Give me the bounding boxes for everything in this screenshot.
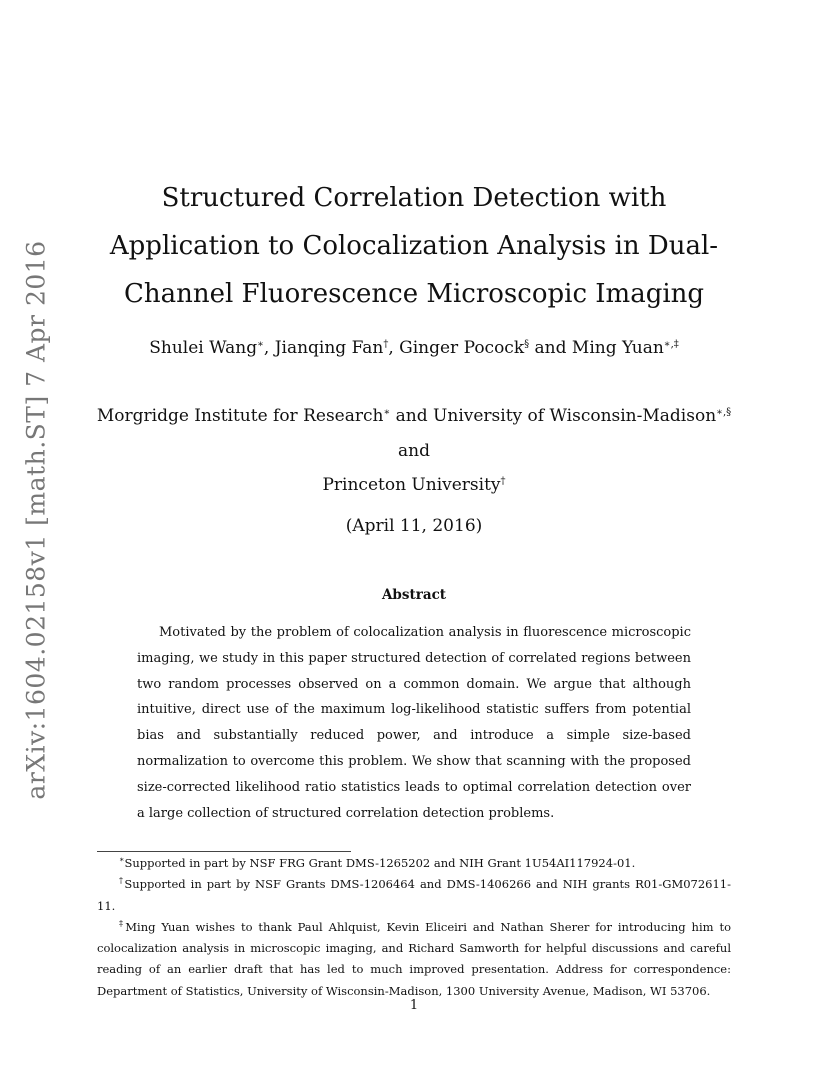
footnote-text: Supported in part by NSF FRG Grant DMS-1265202 and NIH Grant 1U54AI117924-01.: [124, 856, 636, 870]
affiliation-mark: ∗: [383, 407, 391, 418]
affiliation-mark: ∗,§: [716, 407, 732, 418]
author-separator: ,: [263, 338, 275, 358]
footnote-mark: †: [119, 876, 125, 886]
affiliation-and: and: [398, 441, 430, 461]
abstract-text: Motivated by the problem of colocalization analysis in fluorescence microscopic imaging, we study in this paper structured detection of correlated regions between two random processes observed on a common domain. We argue that although intuitive, direct use of the maximum log-likelihood statistic suffers from potential bias and substantially reduced power, and introduce a simple size-based normalization to overcome this problem. We show that scanning with the proposed size-corrected likelihood ratio statistics leads to optimal correlation detection over a large collection of structured correlation detection problems.: [137, 625, 691, 821]
footnotes: [97, 853, 731, 1002]
page-number: 1: [409, 998, 419, 1013]
footnote-text: Ming Yuan wishes to thank Paul Ahlquist, Kevin Eliceiri and Nathan Sherer for introducing him to colocalization analysis in microscopic imaging, and Richard Samworth for helpful discussions and careful reading of an earlier draft that has led to much improved presentation. Address for correspondence: Department of Statistics, University of Wisconsin-Madison, 1300 University Avenue, Madison, WI 53706.: [97, 919, 731, 998]
paper-date: (April 11, 2016): [345, 516, 483, 536]
author-name: Jianqing Fan: [274, 338, 384, 358]
author-name: Ginger Pocock: [399, 338, 525, 358]
affiliation-line: [0, 475, 828, 495]
affiliation-line: [0, 406, 828, 426]
author-separator: and: [529, 338, 572, 358]
author-separator: ,: [388, 338, 400, 358]
affiliation-name: Morgridge Institute for Research: [96, 406, 384, 426]
affiliation-name: University of Wisconsin-Madison: [433, 406, 717, 426]
footnote-mark: ‡: [119, 918, 126, 928]
author-mark: ∗,‡: [663, 339, 679, 350]
author-name: Shulei Wang: [149, 338, 258, 358]
arxiv-identifier-text: arXiv:1604.02158v1 [math.ST] 7 Apr 2016: [21, 240, 51, 800]
footnote: [97, 874, 731, 917]
author-mark: ∗: [257, 339, 264, 350]
footnote: [97, 917, 731, 1002]
footnote-text: Supported in part by NSF Grants DMS-1206464 and DMS-1406266 and NIH grants R01-GM072611-11.: [97, 877, 732, 913]
affiliation-mark: †: [500, 476, 506, 487]
affiliation-name: Princeton University: [322, 475, 501, 495]
author-mark: §: [524, 339, 530, 350]
paper-title: Structured Correlation Detection with Application to Colocalization Analysis in Dual-Channel Fluorescence Microscopic Imaging: [109, 183, 719, 309]
author-mark: †: [383, 339, 389, 350]
affiliation-join: and: [390, 406, 434, 426]
footnote-mark: ∗: [119, 855, 125, 864]
footnote-rule: [97, 851, 351, 852]
author-list: [0, 338, 828, 358]
abstract-heading: Abstract: [381, 587, 447, 603]
footnote: [97, 853, 731, 874]
author-name: Ming Yuan: [571, 338, 664, 358]
